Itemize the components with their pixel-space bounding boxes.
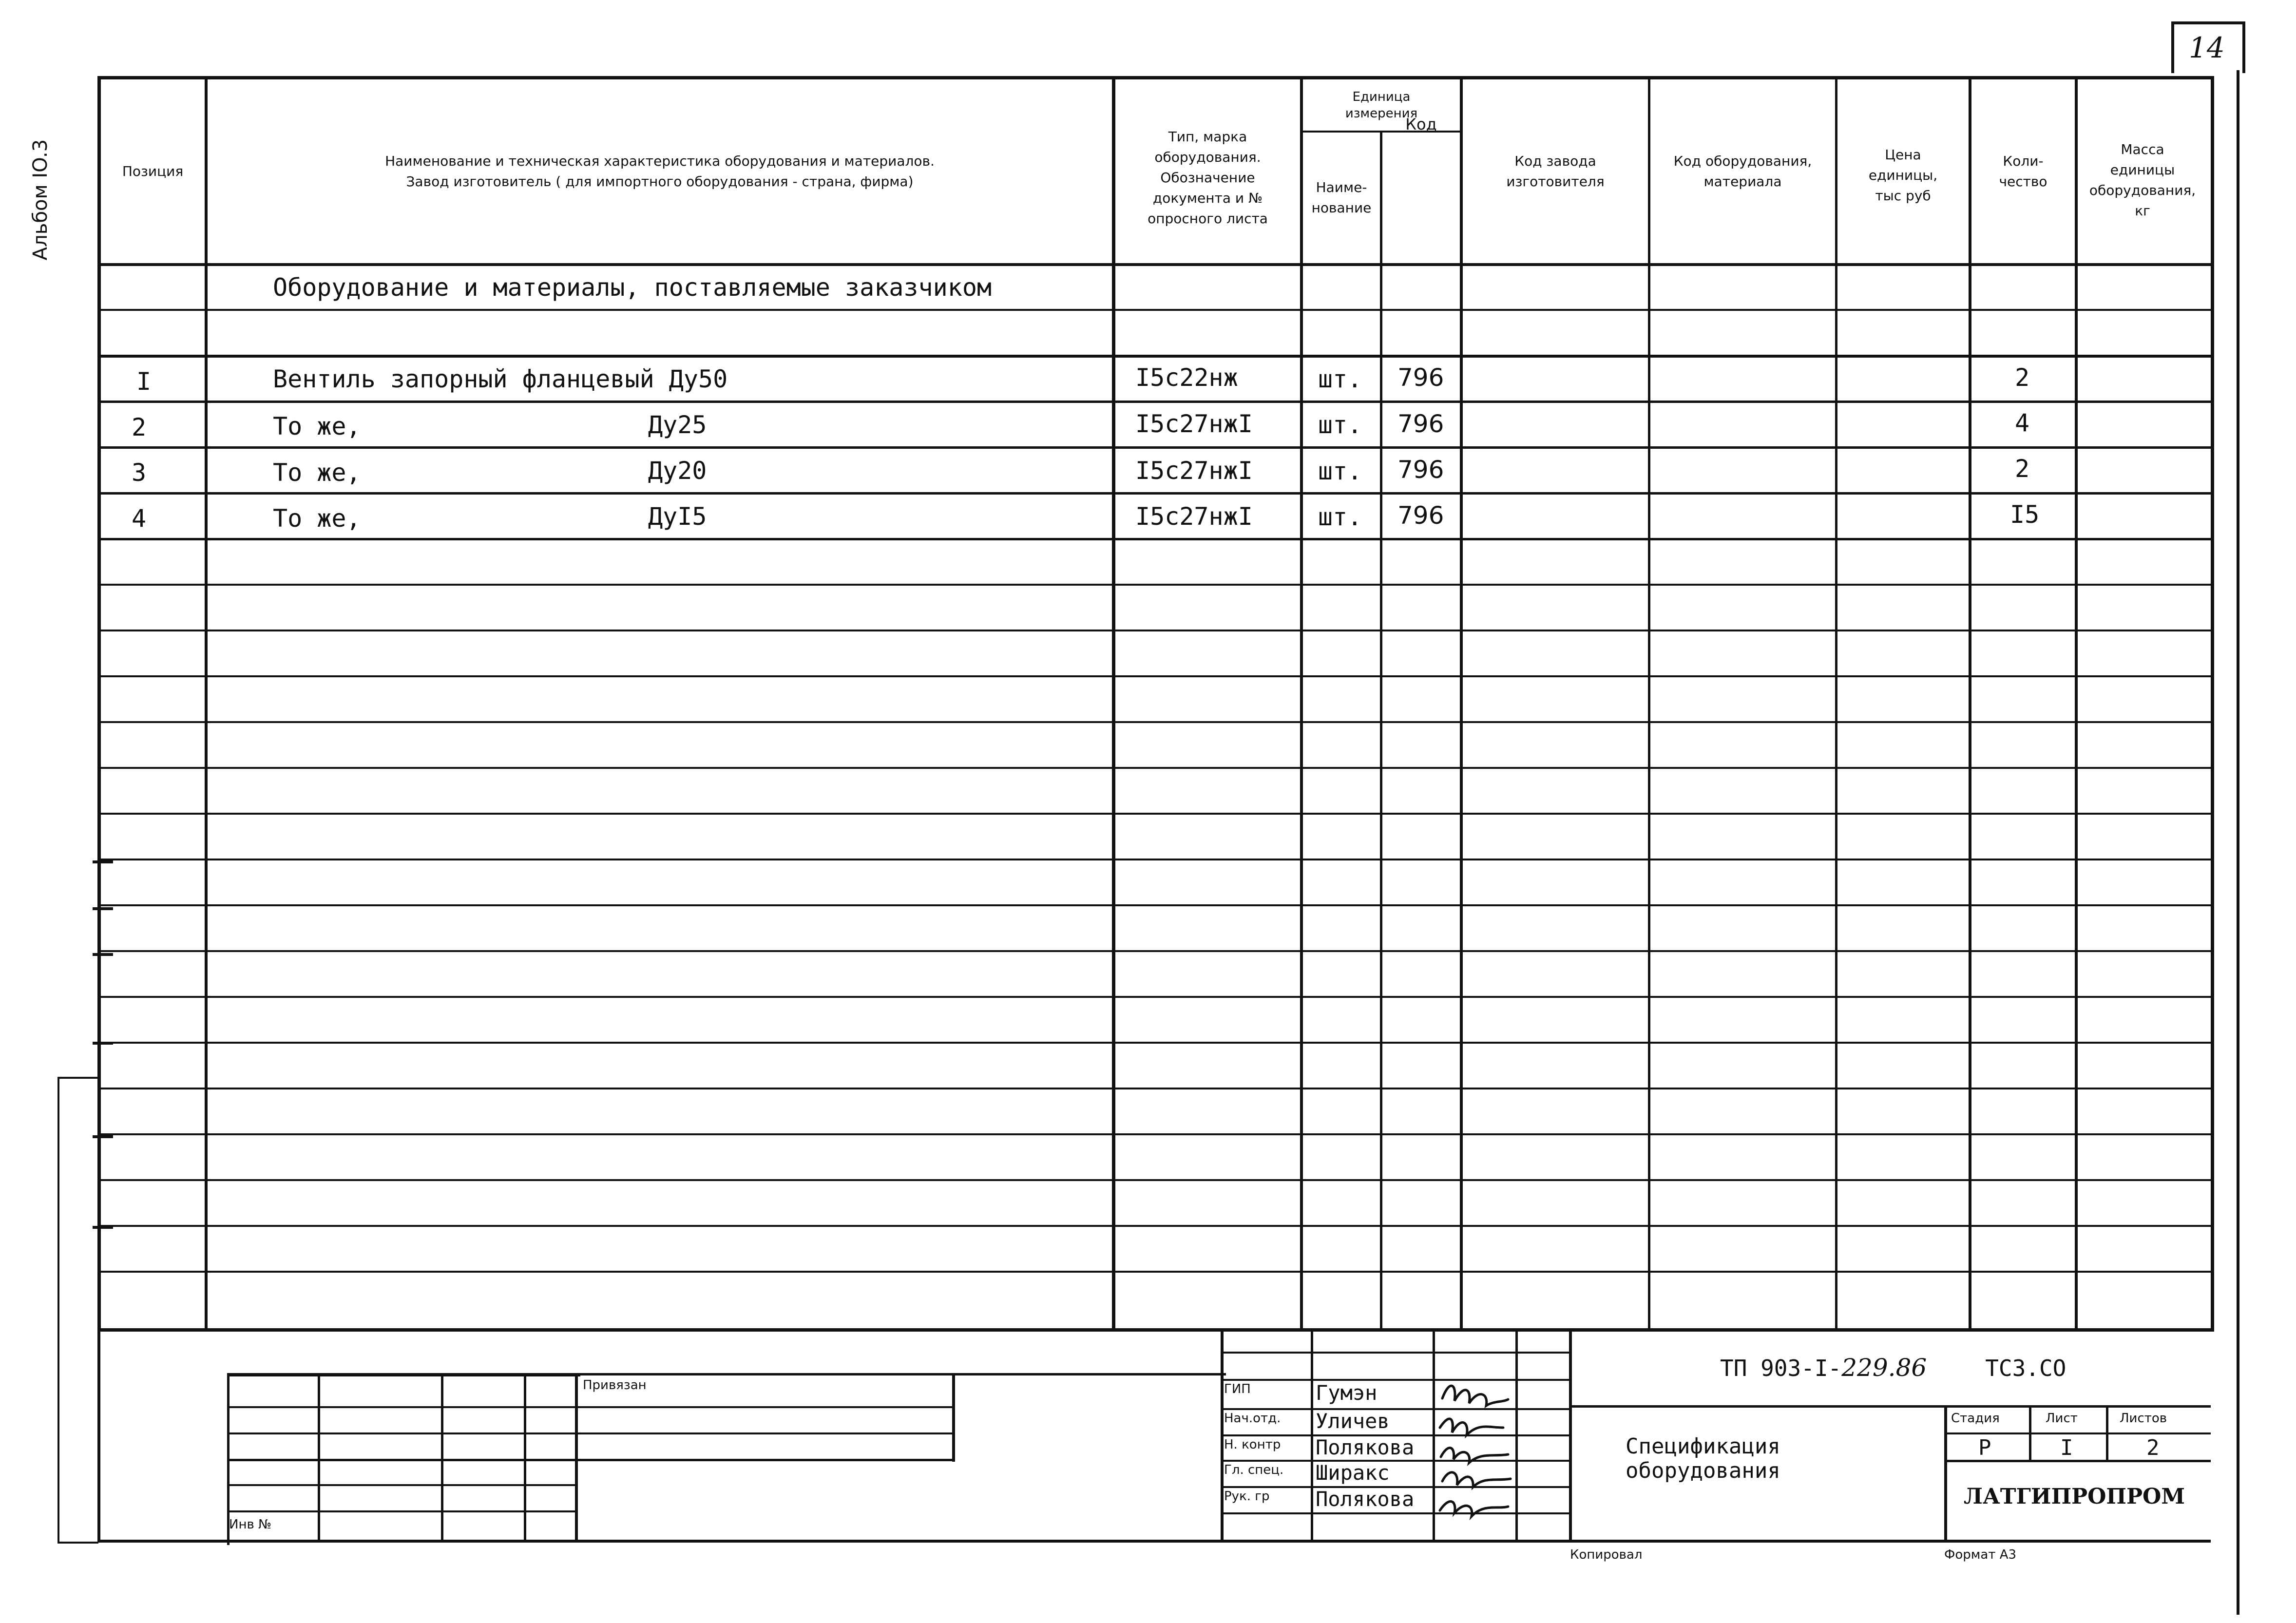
- header-equip-code: Код оборудования, материала: [1673, 153, 1812, 190]
- doc-line: [1944, 1405, 1947, 1543]
- doc-line: [2106, 1405, 2108, 1462]
- row-unit: шт.: [1318, 457, 1362, 485]
- doc-line: [2029, 1405, 2031, 1462]
- left-stamp-box: [57, 1077, 98, 1544]
- doc-code-number: 229.86: [1841, 1354, 1927, 1382]
- role-n-kontr: Н. контр: [1224, 1437, 1281, 1452]
- row-pos: 4: [132, 504, 147, 533]
- doc-code-suffix: ТСЗ.СО: [1985, 1355, 2066, 1381]
- row-line: [97, 1133, 2211, 1135]
- row-code: 796: [1397, 456, 1444, 484]
- doc-title-line2: оборудования: [1626, 1458, 1780, 1483]
- doc-line: [1944, 1432, 2211, 1434]
- row-qty: 4: [2015, 409, 2030, 437]
- sig-line: [1221, 1379, 1571, 1381]
- privyazan-label: Привязан: [583, 1378, 647, 1393]
- grid-line: [575, 1374, 578, 1543]
- role-gl-spec: Гл. спец.: [1224, 1463, 1284, 1477]
- name-gip: Гумэн: [1316, 1381, 1378, 1405]
- grid-line: [227, 1432, 952, 1434]
- name-ruk-gr: Полякова: [1316, 1487, 1415, 1511]
- row-line: [97, 1271, 2211, 1273]
- grid-line: [97, 1328, 2211, 1331]
- col-line: [1648, 76, 1650, 1328]
- doc-title-line1: Спецификация: [1626, 1434, 1780, 1459]
- row-qty: 2: [2015, 455, 2030, 483]
- row-name: Вентиль запорный фланцевый Ду50: [273, 365, 728, 393]
- header-unit-code: Код: [1405, 115, 1437, 134]
- album-label: Альбом IO.3: [29, 139, 52, 261]
- row-line: [97, 1088, 2211, 1089]
- binding-dash: [93, 953, 113, 956]
- doc-line: [1569, 1405, 2211, 1408]
- row-pos: 2: [132, 413, 147, 441]
- row-line: [97, 401, 2211, 403]
- row-line: [97, 859, 2211, 860]
- header-unit-group: Единица измерения: [1345, 89, 1418, 121]
- grid-line: [318, 1374, 320, 1543]
- row-line: [97, 492, 2211, 495]
- row-pos: 3: [132, 458, 147, 487]
- grid-line: [524, 1374, 526, 1543]
- row-unit: шт.: [1318, 365, 1362, 393]
- sheet-number: 14: [2189, 31, 2225, 64]
- row-line: [97, 584, 2211, 586]
- sig-line: [1221, 1352, 1571, 1354]
- row-line: [97, 630, 2211, 631]
- sheet-label: Лист: [2046, 1411, 2078, 1426]
- row-code: 796: [1397, 410, 1444, 438]
- row-pos: I: [136, 367, 152, 396]
- row-dn: Ду20: [648, 457, 707, 485]
- header-position: Позиция: [122, 163, 184, 179]
- row-line: [97, 996, 2211, 998]
- grid-line: [441, 1374, 443, 1543]
- row-line: [97, 675, 2211, 677]
- row-unit: шт.: [1318, 503, 1362, 531]
- right-margin-line: [2237, 70, 2239, 1615]
- sheets-label: Листов: [2120, 1411, 2167, 1426]
- grid-line: [227, 1373, 1226, 1375]
- sheet-value: I: [2060, 1435, 2073, 1460]
- sheets-value: 2: [2146, 1435, 2160, 1460]
- row-code: 796: [1397, 501, 1444, 530]
- row-name: То же,: [273, 504, 361, 533]
- row-line: [97, 767, 2211, 769]
- binding-dash: [93, 907, 113, 910]
- row-line: [97, 309, 2211, 311]
- sheet-number-box: [2171, 21, 2245, 73]
- name-nach-otd: Уличев: [1316, 1409, 1390, 1433]
- row-line: [97, 950, 2211, 952]
- organization: ЛАТГИПРОПРОМ: [1964, 1484, 2185, 1509]
- grid-line: [952, 1374, 955, 1462]
- section-title: Оборудование и материалы, поставляемые заказчиком: [273, 273, 992, 302]
- row-line: [97, 721, 2211, 723]
- name-n-kontr: Полякова: [1316, 1435, 1415, 1459]
- row-dn: ДуI5: [648, 502, 707, 531]
- role-gip: ГИП: [1224, 1382, 1251, 1396]
- row-line: [97, 813, 2211, 815]
- row-line: [97, 1179, 2211, 1181]
- doc-code-prefix: ТП 903-I-: [1720, 1355, 1842, 1381]
- header-maker-code: Код завода изготовителя: [1506, 153, 1605, 190]
- doc-code: [1720, 1354, 2066, 1382]
- stage-label: Стадия: [1951, 1411, 2000, 1426]
- col-line: [2075, 76, 2078, 1328]
- row-name: То же,: [273, 412, 361, 440]
- grid-line: [97, 1540, 2211, 1543]
- row-line: [97, 904, 2211, 906]
- header-bottom-line: [97, 263, 2211, 266]
- col-line: [1300, 76, 1303, 1328]
- header-mass: Масса единицы оборудования, кг: [2089, 141, 2196, 219]
- header-price: Цена единицы, тыс руб: [1868, 147, 1938, 204]
- col-line: [1969, 76, 1971, 1328]
- row-name: То же,: [273, 458, 361, 487]
- header-name: Наименование и техническая характеристика оборудования и материалов. Завод изготовитель ( для импортного оборудования - страна, фирма): [385, 153, 935, 190]
- row-code: 796: [1397, 363, 1444, 392]
- role-nach-otd: Нач.отд.: [1224, 1411, 1281, 1426]
- grid-line: [227, 1406, 952, 1408]
- inv-no-label: Инв №: [229, 1517, 272, 1532]
- row-type: I5с27нжI: [1135, 502, 1253, 531]
- header-unit-name: Наиме- нование: [1311, 179, 1372, 216]
- row-line: [97, 538, 2211, 540]
- row-dn: Ду25: [648, 411, 707, 439]
- row-line: [97, 1042, 2211, 1044]
- row-line: [97, 1225, 2211, 1227]
- header-type: Тип, марка оборудования. Обозначение документа и № опросного листа: [1148, 129, 1268, 227]
- sig-line: [1221, 1512, 1571, 1514]
- row-line: [97, 355, 2211, 358]
- binding-dash: [93, 860, 113, 863]
- row-type: I5с22нж: [1135, 363, 1238, 392]
- row-type: I5с27нжI: [1135, 410, 1253, 438]
- copied-label: Копировал: [1570, 1547, 1643, 1562]
- col-line: [1835, 76, 1837, 1328]
- grid-line: [227, 1459, 952, 1461]
- stage-value: Р: [1978, 1435, 1991, 1460]
- col-line: [1460, 76, 1463, 1328]
- col-line: [1380, 132, 1382, 1328]
- format-label: Формат А3: [1944, 1547, 2017, 1562]
- row-type: I5с27нжI: [1135, 457, 1253, 485]
- name-gl-spec: Ширакс: [1316, 1461, 1390, 1485]
- header-qty: Коли- чество: [1999, 153, 2047, 190]
- col-line: [1112, 76, 1115, 1328]
- signatures: [1435, 1355, 1515, 1540]
- role-ruk-gr: Рук. гр: [1224, 1489, 1270, 1504]
- sig-line: [1221, 1408, 1571, 1410]
- col-line: [205, 76, 208, 1328]
- binding-dash: [93, 1042, 113, 1045]
- row-unit: шт.: [1318, 411, 1362, 439]
- row-qty: I5: [2010, 500, 2040, 529]
- row-qty: 2: [2015, 363, 2030, 392]
- row-line: [97, 446, 2211, 449]
- sig-line: [1221, 1460, 1571, 1462]
